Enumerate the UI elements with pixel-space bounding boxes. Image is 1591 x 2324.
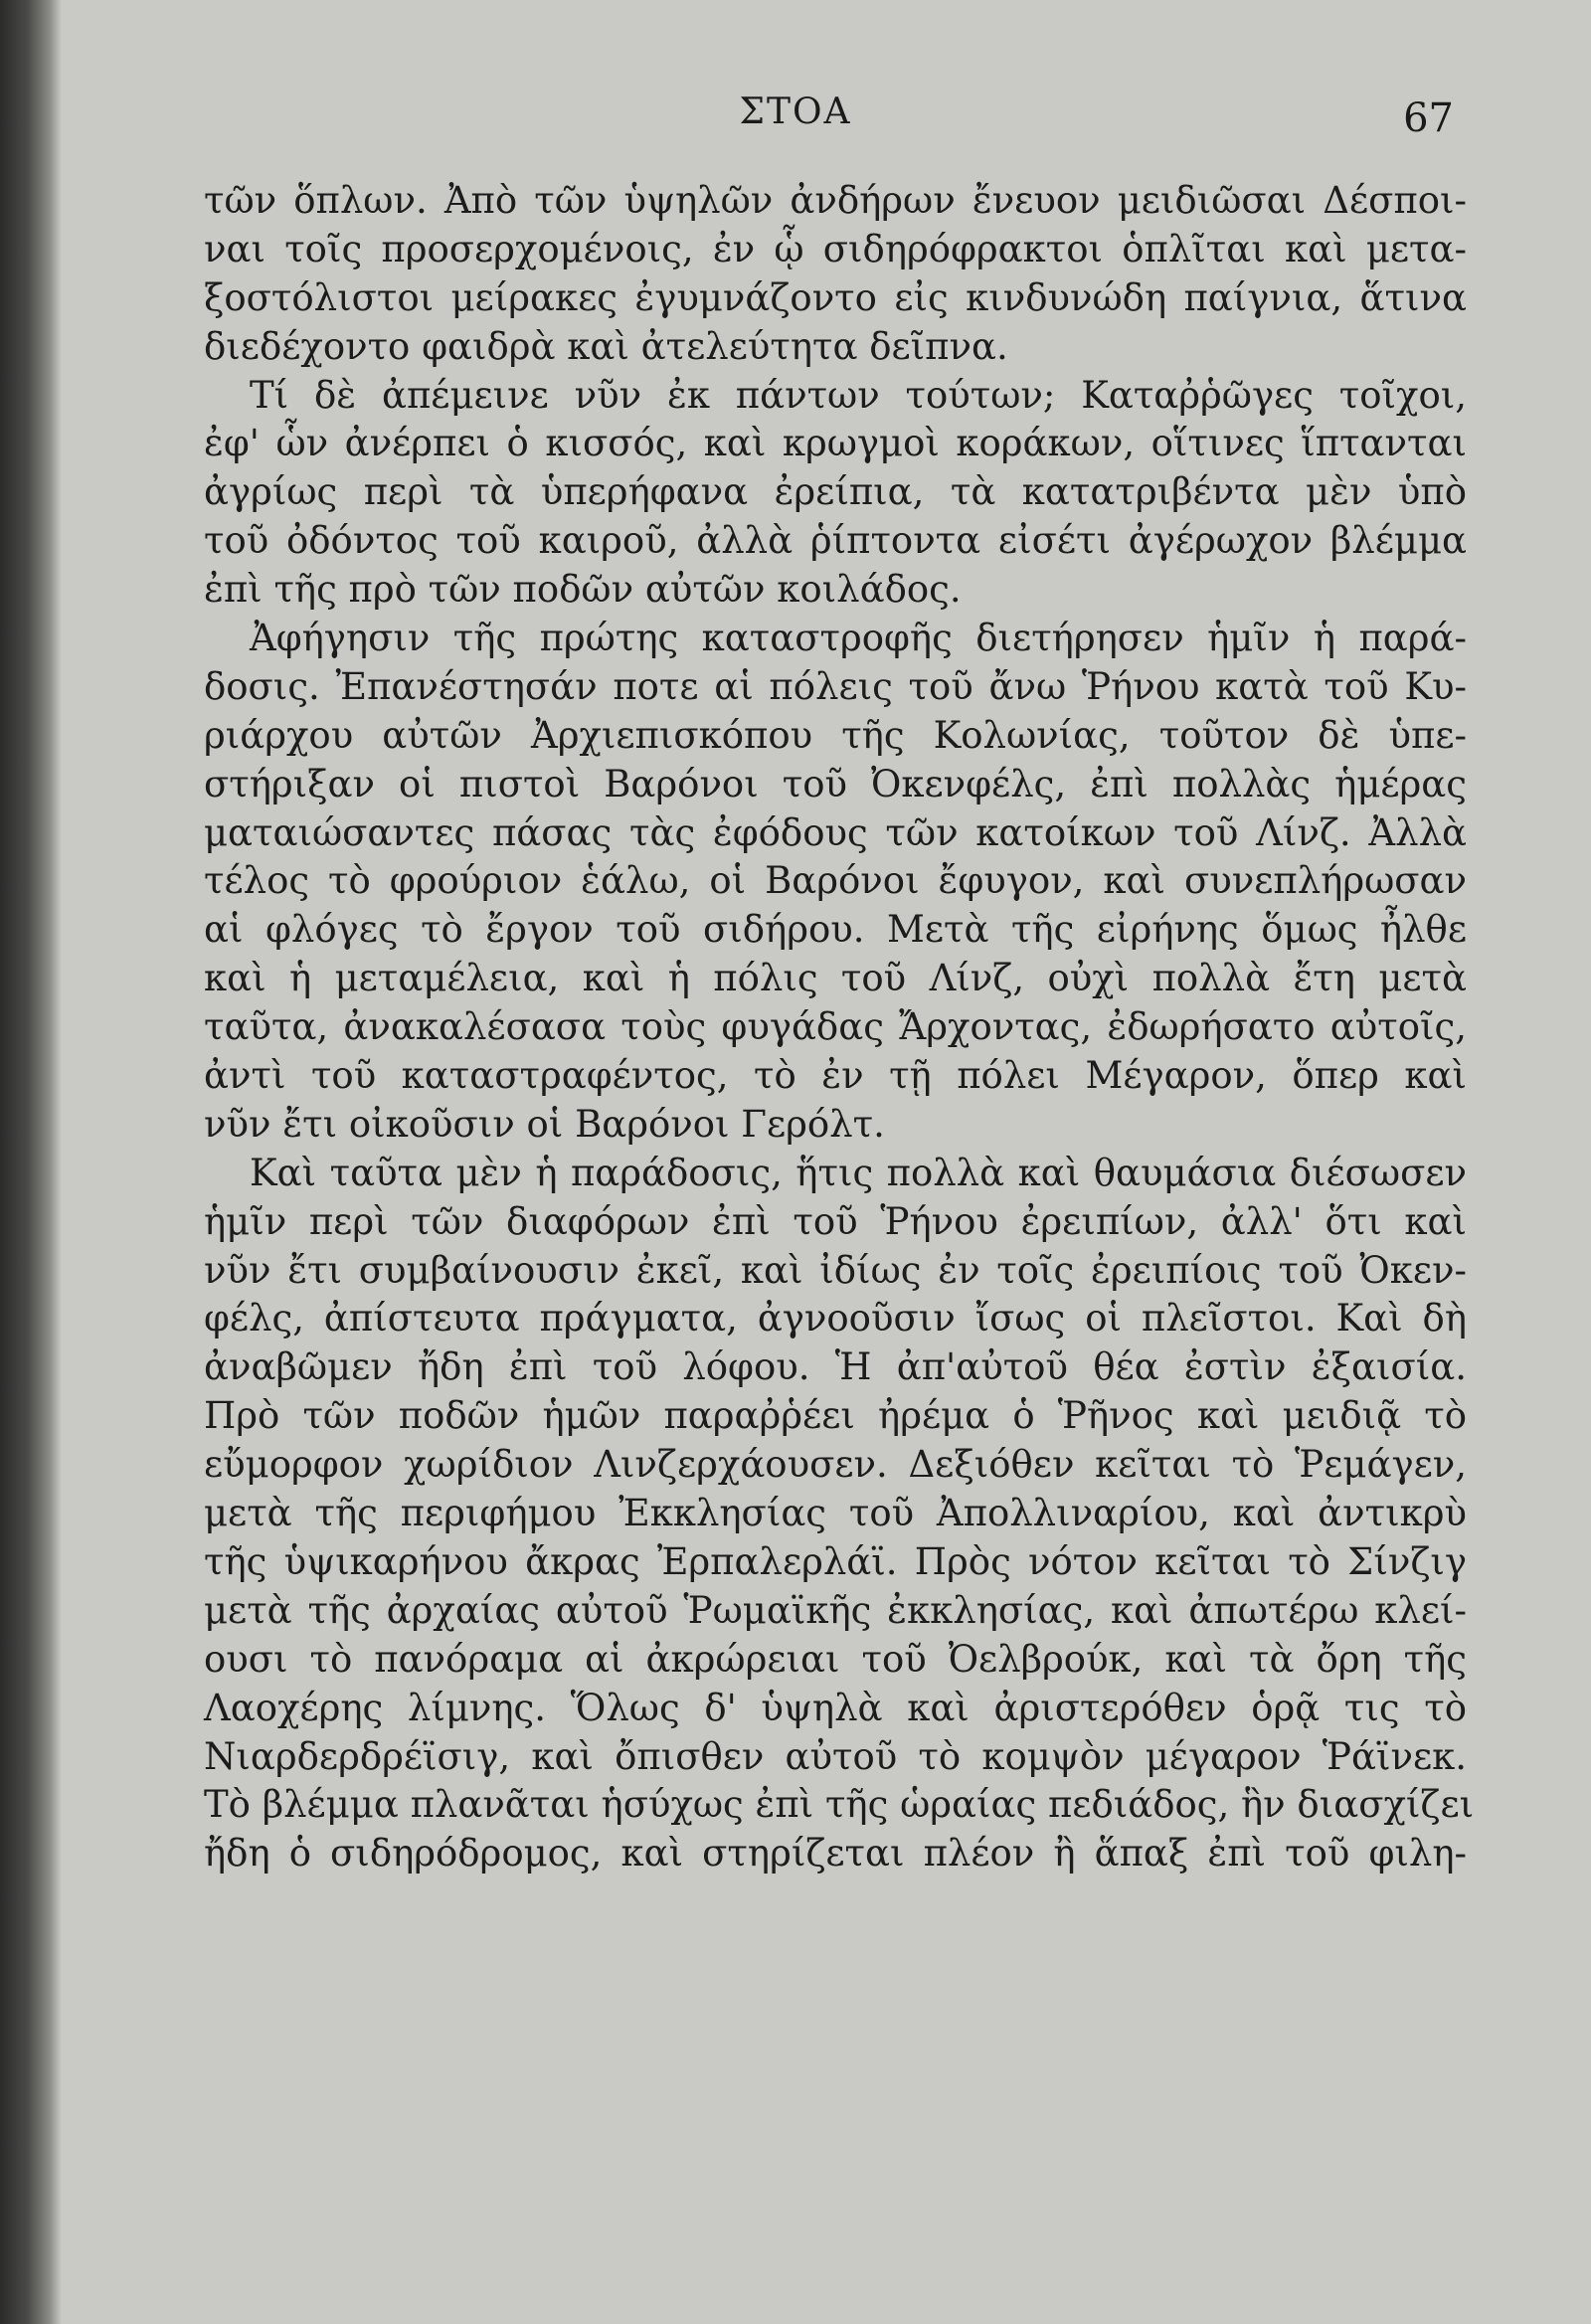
text-line: ριάρχου αὐτῶν Ἀρχιεπισκόπου τῆς Κολωνίας, τοῦτον δὲ ὑπε-: [204, 713, 1467, 757]
text-line: ἐφ' ὧν ἀνέρπει ὁ κισσός, καὶ κρωγμοὶ κοράκων, οἵτινες ἵπτανται: [204, 422, 1467, 465]
text-line: ἡμῖν περὶ τῶν διαφόρων ἐπὶ τοῦ Ῥήνου ἐρειπίων, ἀλλ' ὅτι καὶ: [204, 1199, 1467, 1243]
text-line: Τὸ βλέμμα πλανᾶται ἡσύχως ἐπὶ τῆς ὡραίας πεδιάδος, ἣν διασχίζει: [204, 1783, 1475, 1827]
text-line: Λαοχέρης λίμνης. Ὅλως δ' ὑψηλὰ καὶ ἀριστερόθεν ὁρᾷ τις τὸ: [204, 1686, 1467, 1729]
running-title: ΣΤΟΑ: [739, 91, 852, 132]
text-line: φέλς, ἀπίστευτα πράγματα, ἀγνοοῦσιν ἴσως οἱ πλεῖστοι. Καὶ δὴ: [204, 1297, 1467, 1341]
text-line: νῦν ἔτι συμβαίνουσιν ἐκεῖ, καὶ ἰδίως ἐν τοῖς ἐρειπίοις τοῦ Ὀκεν-: [204, 1248, 1467, 1292]
text-line: διεδέχοντο φαιδρὰ καὶ ἀτελεύτητα δεῖπνα.: [204, 324, 1008, 368]
body-text: [204, 177, 1475, 1878]
page-number: 67: [1403, 95, 1454, 141]
text-line: δοσις. Ἐπανέστησάν ποτε αἱ πόλεις τοῦ ἄνω Ῥήνου κατὰ τοῦ Κυ-: [204, 664, 1467, 708]
text-line: εὔμορφον χωρίδιον Λινζερχάουσεν. Δεξιόθεν κεῖται τὸ Ῥεμάγεν,: [204, 1443, 1467, 1487]
text-line: ἤδη ὁ σιδηρόδρομος, καὶ στηρίζεται πλέον ἢ ἅπαξ ἐπὶ τοῦ φιλη-: [204, 1832, 1467, 1876]
text-line: ἀναβῶμεν ἤδη ἐπὶ τοῦ λόφου. Ἡ ἀπ'αὐτοῦ θέα ἐστὶν ἐξαισία.: [204, 1345, 1467, 1389]
text-line: μετὰ τῆς περιφήμου Ἐκκλησίας τοῦ Ἀπολλιναρίου, καὶ ἀντικρὺ: [204, 1492, 1467, 1535]
binding-shadow: [0, 0, 62, 2324]
text-line: τοῦ ὀδόντος τοῦ καιροῦ, ἀλλὰ ῥίπτοντα εἰσέτι ἀγέρωχον βλέμμα: [204, 519, 1467, 563]
text-line: στήριξαν οἱ πιστοὶ Βαρόνοι τοῦ Ὀκενφέλς, ἐπὶ πολλὰς ἡμέρας: [204, 762, 1467, 805]
text-line: Νιαρδερδρέϊσιγ, καὶ ὄπισθεν αὐτοῦ τὸ κομψὸν μέγαρον Ῥάϊνεκ.: [204, 1734, 1467, 1778]
text-line: ἐπὶ τῆς πρὸ τῶν ποδῶν αὐτῶν κοιλάδος.: [204, 568, 962, 612]
text-line: ουσι τὸ πανόραμα αἱ ἀκρώρειαι τοῦ Ὀελβρούκ, καὶ τὰ ὄρη τῆς: [204, 1637, 1467, 1681]
text-line: τῶν ὅπλων. Ἀπὸ τῶν ὑψηλῶν ἀνδήρων ἔνευον μειδιῶσαι Δέσποι-: [204, 179, 1467, 222]
text-line: ταῦτα, ἀνακαλέσασα τοὺς φυγάδας Ἄρχοντας, ἐδωρήσατο αὐτοῖς,: [204, 1005, 1467, 1049]
text-line: τέλος τὸ φρούριον ἑάλω, οἱ Βαρόνοι ἔφυγον, καὶ συνεπλήρωσαν: [204, 859, 1467, 903]
text-line: ἀντὶ τοῦ καταστραφέντος, τὸ ἐν τῇ πόλει Μέγαρον, ὅπερ καὶ: [204, 1054, 1467, 1098]
page-header: [0, 91, 1591, 151]
text-line: νῦν ἔτι οἰκοῦσιν οἱ Βαρόνοι Γερόλτ.: [204, 1102, 885, 1146]
text-line: τῆς ὑψικαρήνου ἄκρας Ἐρπαλερλάϊ. Πρὸς νότον κεῖται τὸ Σίνζιγ: [204, 1539, 1467, 1583]
text-line: ἀγρίως περὶ τὰ ὑπερήφανα ἐρείπια, τὰ κατατριβέντα μὲν ὑπὸ: [204, 470, 1467, 514]
text-line: ξοστόλιστοι μείρακες ἐγυμνάζοντο εἰς κινδυνώδη παίγνια, ἅτινα: [204, 275, 1467, 319]
text-line: Πρὸ τῶν ποδῶν ἡμῶν παραῤῥέει ἠρέμα ὁ Ῥῆνος καὶ μειδιᾷ τὸ: [204, 1394, 1467, 1438]
text-line: καὶ ἡ μεταμέλεια, καὶ ἡ πόλις τοῦ Λίνζ, οὐχὶ πολλὰ ἔτη μετὰ: [204, 957, 1467, 1000]
text-line: ματαιώσαντες πάσας τὰς ἐφόδους τῶν κατοίκων τοῦ Λίνζ. Ἀλλὰ: [204, 810, 1467, 854]
text-line: ναι τοῖς προσερχομένοις, ἐν ᾧ σιδηρόφρακτοι ὁπλῖται καὶ μετα-: [204, 227, 1467, 270]
text-line: αἱ φλόγες τὸ ἔργον τοῦ σιδήρου. Μετὰ τῆς εἰρήνης ὅμως ἦλθε: [204, 908, 1467, 952]
text-line: Τί δὲ ἀπέμεινε νῦν ἐκ πάντων τούτων; Καταῤῥῶγες τοῖχοι,: [250, 373, 1467, 417]
text-line: Καὶ ταῦτα μὲν ἡ παράδοσις, ἥτις πολλὰ καὶ θαυμάσια διέσωσεν: [250, 1151, 1467, 1194]
text-line: μετὰ τῆς ἀρχαίας αὐτοῦ Ῥωμαϊκῆς ἐκκλησίας, καὶ ἀπωτέρω κλεί-: [204, 1588, 1467, 1632]
text-line: Ἀφήγησιν τῆς πρώτης καταστροφῆς διετήρησεν ἡμῖν ἡ παρά-: [250, 617, 1467, 660]
